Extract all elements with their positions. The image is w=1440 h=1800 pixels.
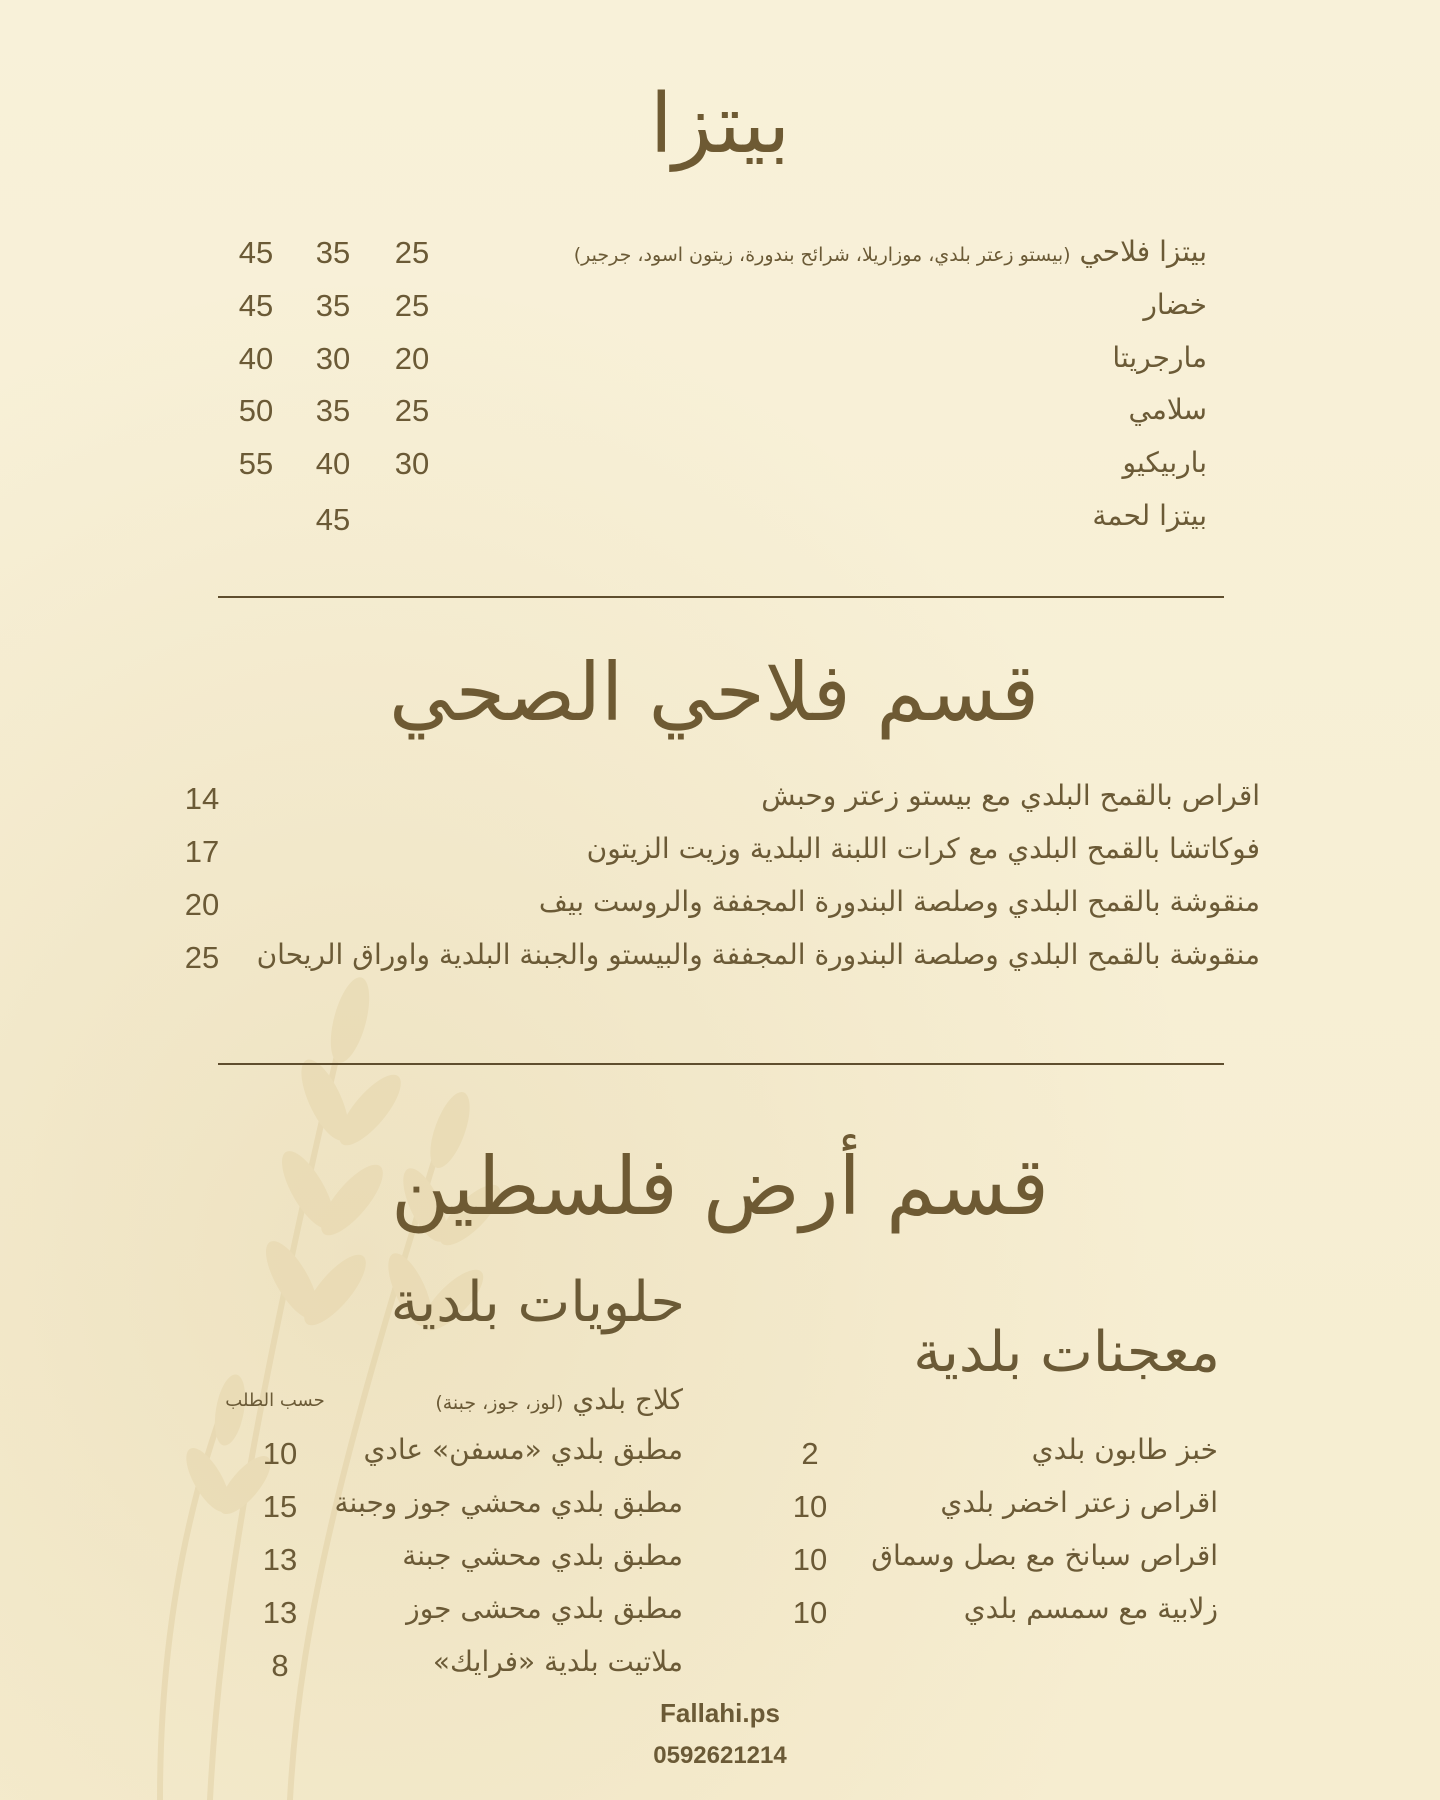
pastry-item-name: خبز طابون بلدي xyxy=(1031,1433,1218,1466)
pastry-item-name: زلابية مع سمسم بلدي xyxy=(963,1592,1218,1625)
pizza-item-desc: (بيستو زعتر بلدي، موزاريلا، شرائح بندورة، زيتون اسود، جرجير) xyxy=(573,244,1071,266)
pastry-item-name: اقراص سبانخ مع بصل وسماق xyxy=(871,1539,1218,1572)
sweets-subtitle: حلويات بلدية xyxy=(390,1270,685,1335)
section-divider xyxy=(218,596,1224,598)
pizza-item-name: بيتزا لحمة xyxy=(1092,499,1207,532)
healthy-item-name: منقوشة بالقمح البلدي وصلصة البندورة المجففة والروست بيف xyxy=(538,885,1260,918)
pizza-price-medium: 45 xyxy=(315,502,351,537)
healthy-item-price: 14 xyxy=(184,781,220,816)
healthy-item-price: 17 xyxy=(184,834,220,869)
pizza-section-title: بيتزا xyxy=(649,77,791,172)
pizza-item-name: باربيكيو xyxy=(1122,446,1207,479)
pastries-subtitle: معجنات بلدية xyxy=(913,1320,1220,1385)
healthy-item-name: فوكاتشا بالقمح البلدي مع كرات اللبنة البلدية وزيت الزيتون xyxy=(586,832,1260,865)
healthy-item-name: اقراص بالقمح البلدي مع بيستو زعتر وحبش xyxy=(761,779,1260,812)
pizza-item-title: بيتزا فلاحي xyxy=(1079,235,1207,268)
sweet-item-name: مطبق بلدي محشي جبنة xyxy=(402,1539,683,1572)
pizza-price-medium: 35 xyxy=(315,393,351,428)
pizza-price-small: 25 xyxy=(394,235,430,270)
healthy-item-price: 20 xyxy=(184,887,220,922)
pizza-price-small: 20 xyxy=(394,341,430,376)
pizza-item-name: خضار xyxy=(1143,288,1207,321)
sweet-item-desc: (لوز، جوز، جبنة) xyxy=(435,1392,564,1414)
pizza-price-large: 45 xyxy=(238,288,274,323)
sweet-item-price: 13 xyxy=(262,1595,298,1630)
footer-phone: 0592621214 xyxy=(653,1742,787,1769)
pastry-item-price: 10 xyxy=(792,1595,828,1630)
section-divider xyxy=(218,1063,1224,1065)
pizza-price-small: 25 xyxy=(394,393,430,428)
pizza-price-large: 50 xyxy=(238,393,274,428)
pizza-price-small: 25 xyxy=(394,288,430,323)
pastry-item-price: 2 xyxy=(801,1436,819,1471)
sweet-item-price: 10 xyxy=(262,1436,298,1471)
sweet-item-name xyxy=(435,1378,683,1425)
palestine-section-title: قسم أرض فلسطين xyxy=(390,1140,1050,1233)
pastry-item-price: 10 xyxy=(792,1489,828,1524)
pizza-price-large: 45 xyxy=(238,235,274,270)
footer-website: Fallahi.ps xyxy=(660,1698,780,1728)
pizza-item-name: مارجريتا xyxy=(1112,341,1207,374)
pizza-item-name: سلامي xyxy=(1128,393,1207,426)
sweet-item-price: 8 xyxy=(271,1648,289,1683)
pastry-item-price: 10 xyxy=(792,1542,828,1577)
pizza-price-medium: 30 xyxy=(315,341,351,376)
sweet-item-name: مطبق بلدي محشي جوز وجبنة xyxy=(334,1486,683,1519)
sweet-item-price: حسب الطلب xyxy=(225,1390,325,1411)
pizza-price-medium: 35 xyxy=(315,235,351,270)
sweet-item-title: كلاج بلدي xyxy=(572,1383,683,1416)
pastry-item-name: اقراص زعتر اخضر بلدي xyxy=(940,1486,1218,1519)
pizza-price-small: 30 xyxy=(394,446,430,481)
sweet-item-price: 15 xyxy=(262,1489,298,1524)
healthy-section-title: قسم فلاحي الصحي xyxy=(388,646,1040,739)
sweet-item-name: مطبق بلدي محشى جوز xyxy=(406,1592,683,1625)
pizza-price-large: 40 xyxy=(238,341,274,376)
sweet-item-price: 13 xyxy=(262,1542,298,1577)
healthy-item-price: 25 xyxy=(184,940,220,975)
pizza-price-medium: 40 xyxy=(315,446,351,481)
pizza-price-large: 55 xyxy=(238,446,274,481)
sweet-item-name: مطبق بلدي «مسفن» عادي xyxy=(363,1433,683,1466)
sweet-item-name: ملاتيت بلدية «فرايك» xyxy=(432,1645,683,1678)
pizza-item-name xyxy=(574,230,1207,277)
healthy-item-name: منقوشة بالقمح البلدي وصلصة البندورة المجففة والبيستو والجبنة البلدية واوراق الريحان xyxy=(256,938,1260,971)
pizza-price-medium: 35 xyxy=(315,288,351,323)
